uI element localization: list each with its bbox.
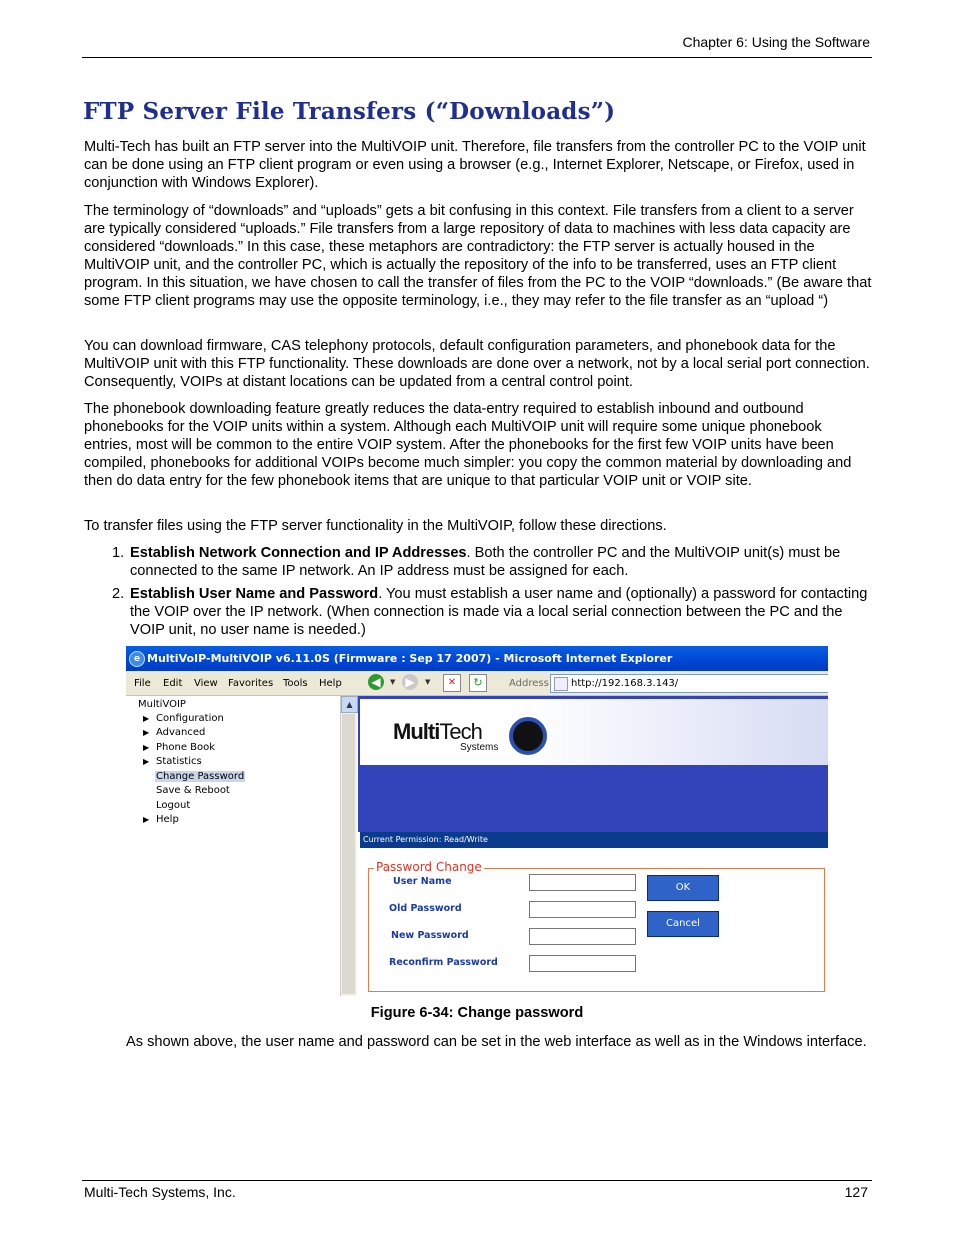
back-dropdown-icon[interactable]: ▼ (390, 678, 396, 686)
multitech-logo: MultiTech (393, 719, 482, 744)
menu-file[interactable]: File (134, 678, 151, 689)
paragraph-4: The phonebook downloading feature greatly reduces the data-entry required to establish inbound and outbound phonebooks for the VOIP units within a system. Although each MultiVOIP unit will require some unique phonebook entries, most will be common to the entire VOIP system. After the phonebooks for the first few VOIP units have been compiled, phonebooks for additional VOIPs become much simpler: you copy the common material by downloading and then do data entry for the few phonebook items that are unique to that particular VOIP unit or VOIP site. (84, 401, 852, 489)
refresh-icon[interactable]: ↻ (469, 674, 487, 692)
scroll-track[interactable] (342, 714, 355, 994)
header-rule (82, 57, 872, 58)
tree-root[interactable]: MultiVOIP (138, 699, 186, 710)
step-number: 2. (112, 586, 125, 602)
expand-icon: ▶ (143, 714, 150, 723)
logo-circle-icon (509, 717, 547, 755)
tree-scrollbar[interactable] (340, 696, 357, 996)
forward-icon[interactable]: ▶ (402, 674, 418, 690)
tree-item-logout[interactable]: Logout (156, 800, 191, 811)
chapter-header: Chapter 6: Using the Software (682, 34, 870, 50)
step-title: Establish Network Connection and IP Addresses (130, 545, 467, 561)
stop-icon[interactable]: ✕ (443, 674, 461, 692)
logo-area (360, 699, 828, 765)
footer-rule (82, 1180, 872, 1181)
window-title: MultiVoIP-MultiVOIP v6.11.0S (Firmware : Sep 17 2007) - Microsoft Internet Explorer (147, 652, 673, 665)
content-pane (358, 696, 828, 996)
menu-edit[interactable]: Edit (163, 678, 183, 689)
tree-item-change-password[interactable]: Change Password (156, 771, 245, 782)
address-url: http://192.168.3.143/ (571, 678, 679, 689)
tree-item-advanced[interactable]: ▶ Advanced (143, 727, 206, 738)
figure-followup-text: As shown above, the user name and password can be set in the web interface as well as in the Windows interface. (126, 1034, 867, 1050)
step-text: . You must establish a user name and (optionally) a password for contacting the VOIP over the IP network. (When connection is made via a local serial connection between the PC and the VOIP unit, no user name is needed.) (130, 586, 868, 638)
back-icon[interactable]: ◀ (368, 674, 384, 690)
cancel-button[interactable]: Cancel (647, 911, 719, 937)
navigation-tree (126, 696, 341, 996)
tree-item-phone-book[interactable]: ▶ Phone Book (143, 742, 216, 753)
step-text: . Both the controller PC and the MultiVOIP unit(s) must be connected to the same IP network. An IP address must be assigned for each. (130, 545, 841, 579)
menu-favorites[interactable]: Favorites (228, 678, 274, 689)
paragraph-3: You can download firmware, CAS telephony protocols, default configuration parameters, and phonebook data for the MultiVOIP unit with this FTP functionality. These downloads are done over a network, not by a local serial port connection. Consequently, VOIPs at distant locations can be updated from a central control point. (84, 338, 870, 390)
page-number: 127 (844, 1184, 868, 1200)
old-password-field[interactable] (529, 901, 636, 918)
permission-bar (360, 832, 828, 848)
menu-help[interactable]: Help (319, 678, 342, 689)
menu-view[interactable]: View (194, 678, 218, 689)
scroll-up-icon[interactable]: ▲ (341, 696, 358, 713)
step-number: 1. (112, 545, 125, 561)
tree-item-configuration[interactable]: ▶ Configuration (143, 713, 224, 724)
address-label: Address (509, 678, 549, 689)
step-1 (112, 544, 872, 580)
menu-tools[interactable]: Tools (283, 678, 308, 689)
internet-explorer-icon: e (129, 651, 145, 667)
expand-icon: ▶ (143, 757, 150, 766)
paragraph-2: The terminology of “downloads” and “uploads” gets a bit confusing in this context. File transfers from a client to a server are typically considered “uploads.” File transfers from a large repository of data to machines with less data capacity are considered “downloads.” In this case, these metaphors are contradictory: the FTP server is actually housed in the MultiVOIP unit, and the controller PC, which is actually the repository of the info to be transferred, uses an FTP client program. In this situation, we have chosen to call the transfer of files from the PC to the VOIP “downloads.” (Be aware that some FTP client programs may use the opposite terminology, i.e., they may refer to the file transfer as an “upload “) (84, 203, 872, 309)
user-name-label: User Name (393, 876, 452, 887)
expand-icon: ▶ (143, 743, 150, 752)
expand-icon: ▶ (143, 728, 150, 737)
section-title: FTP Server File Transfers (“Downloads”) (83, 98, 616, 125)
new-password-field[interactable] (529, 928, 636, 945)
user-name-field[interactable] (529, 874, 636, 891)
tree-item-statistics[interactable]: ▶ Statistics (143, 756, 202, 767)
figure-caption: Figure 6-34: Change password (370, 1005, 584, 1021)
password-change-legend: Password Change (376, 860, 482, 874)
menu-bar (126, 671, 828, 696)
paragraph-1: Multi-Tech has built an FTP server into the MultiVOIP unit. Therefore, file transfers from the controller PC to the VOIP unit can be done using an FTP client program or even using a browser (e.g., Internet Explorer, Netscape, or Firefox, used in conjunction with Windows Explorer). (84, 139, 866, 191)
reconfirm-password-field[interactable] (529, 955, 636, 972)
tree-item-save-reboot[interactable]: Save & Reboot (156, 785, 230, 796)
forward-dropdown-icon[interactable]: ▼ (425, 678, 431, 686)
step-2 (112, 585, 872, 639)
address-bar[interactable] (550, 674, 828, 693)
ok-button[interactable]: OK (647, 875, 719, 901)
permission-text: Current Permission: Read/Write (363, 835, 488, 844)
reconfirm-password-label: Reconfirm Password (389, 957, 498, 968)
expand-icon: ▶ (143, 815, 150, 824)
step-title: Establish User Name and Password (130, 586, 379, 602)
paragraph-5: To transfer files using the FTP server functionality in the MultiVOIP, follow these directions. (84, 518, 667, 534)
tree-item-help[interactable]: ▶ Help (143, 814, 179, 825)
logo-subtitle: Systems (460, 742, 499, 753)
window-title-bar (126, 646, 828, 671)
new-password-label: New Password (391, 930, 469, 941)
browser-screenshot (126, 646, 828, 996)
old-password-label: Old Password (389, 903, 462, 914)
page-icon (554, 677, 568, 691)
footer-company: Multi-Tech Systems, Inc. (84, 1184, 236, 1200)
